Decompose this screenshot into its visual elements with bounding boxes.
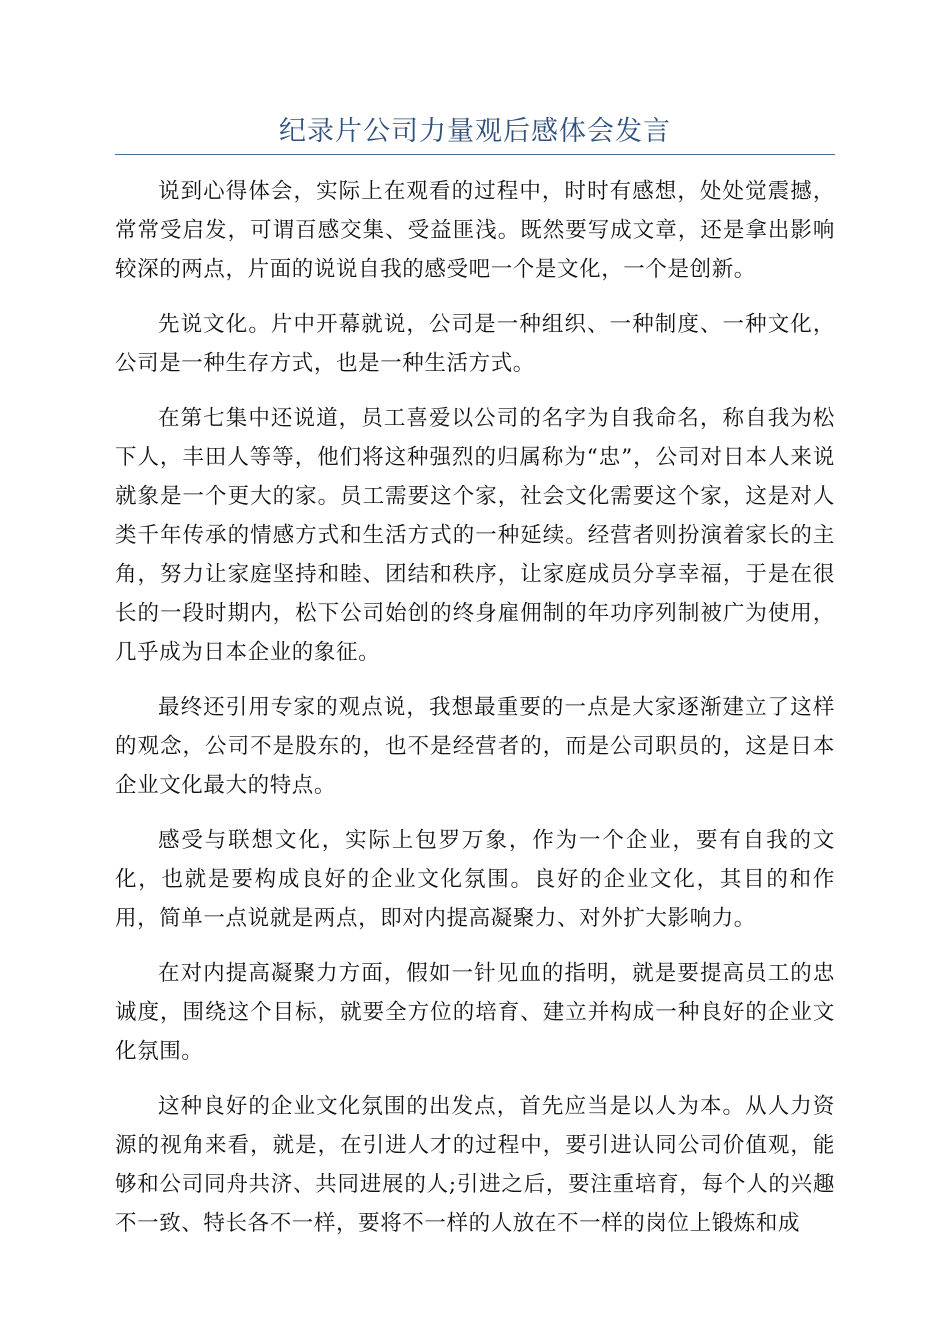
title-block xyxy=(115,112,835,155)
paragraph-4: 最终还引用专家的观点说，我想最重要的一点是大家逐渐建立了这样的观念，公司不是股东的，也不是经营者的，而是公司职员的，这是日本企业文化最大的特点。 xyxy=(115,695,835,798)
paragraph-6: 在对内提高凝聚力方面，假如一针见血的指明，就是要提高员工的忠诚度，围绕这个目标，就要全方位的培育、建立并构成一种良好的企业文化氛围。 xyxy=(115,961,835,1064)
paragraph-1: 说到心得体会，实际上在观看的过程中，时时有感想，处处觉震撼，常常受启发，可谓百感交集、受益匪浅。既然要写成文章，还是拿出影响较深的两点，片面的说说自我的感受吧一个是文化，一个是创新。 xyxy=(115,179,835,282)
paragraph-2: 先说文化。片中开幕就说，公司是一种组织、一种制度、一种文化，公司是一种生存方式，也是一种生活方式。 xyxy=(115,312,835,376)
paragraph-3: 在第七集中还说道，员工喜爱以公司的名字为自我命名，称自我为松下人，丰田人等等，他们将这种强烈的归属称为“忠”，公司对日本人来说就象是一个更大的家。员工需要这个家，社会文化需要这个家，这是对人类千年传承的情感方式和生活方式的一种延续。经营者则扮演着家长的主角，努力让家庭坚持和睦、团结和秩序，让家庭成员分享幸福，于是在很长的一段时期内，松下公司始创的终身雇佣制的年功序列制被广为使用，几乎成为日本企业的象征。 xyxy=(115,406,835,665)
paragraph-5: 感受与联想文化，实际上包罗万象，作为一个企业，要有自我的文化，也就是要构成良好的企业文化氛围。良好的企业文化，其目的和作用，简单一点说就是两点，即对内提高凝聚力、对外扩大影响力。 xyxy=(115,828,835,931)
document-title: 纪录片公司力量观后感体会发言 xyxy=(279,116,671,147)
document-body xyxy=(115,172,835,1259)
paragraph-7: 这种良好的企业文化氛围的出发点，首先应当是以人为本。从人力资源的视角来看，就是，在引进人才的过程中，要引进认同公司价值观，能够和公司同舟共济、共同进展的人;引进之后，要注重培育，每个人的兴趣不一致、特长各不一样，要将不一样的人放在不一样的岗位上锻炼和成 xyxy=(115,1094,835,1236)
